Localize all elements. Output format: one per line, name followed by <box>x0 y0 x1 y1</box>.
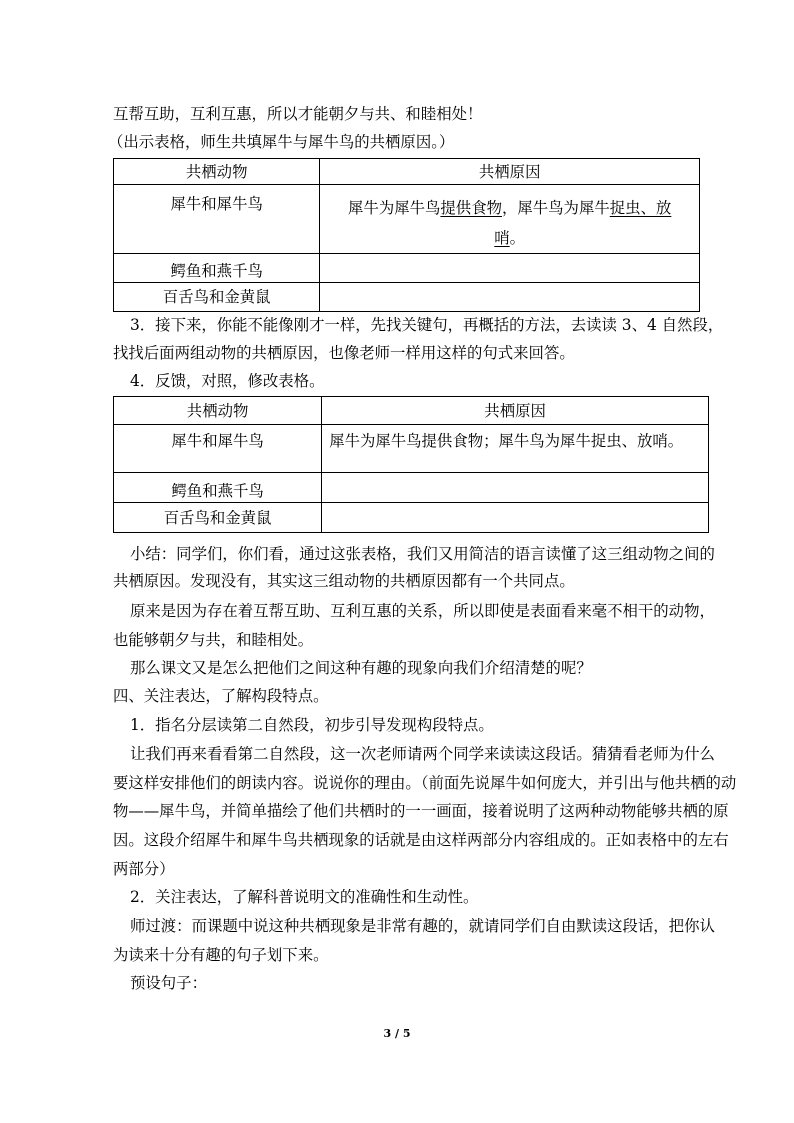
text: 找找后面两组动物的共栖原因，也像老师一样用这样的句式来回答。 <box>113 344 575 362</box>
table-cell: 百舌鸟和金黄鼠 <box>114 503 322 533</box>
table-row <box>114 425 709 473</box>
text: 那么课文又是怎么把他们之间这种有趣的现象向我们介绍清楚的呢？ <box>130 659 592 677</box>
text: （出示表格，师生共填犀牛与犀牛鸟的共栖原因。） <box>108 133 455 151</box>
text: 共栖原因。发现没有，其实这三组动物的共栖原因都有一个共同点。 <box>113 572 575 590</box>
table-cell <box>322 503 709 533</box>
table-symbiosis-1 <box>113 158 700 312</box>
text: 哨 <box>494 229 510 247</box>
text: 3．接下来，你能不能像刚才一样，先找关键句，再概括的方法，去读读 3、4 自然段， <box>130 316 724 334</box>
table-cell <box>320 283 700 312</box>
text: 师过渡：而课题中说这种共栖现象是非常有趣的，就请同学们自由默读这段话，把你认 <box>130 917 715 935</box>
text: 也能够朝夕与共，和睦相处。 <box>113 631 314 649</box>
table-row <box>114 283 700 312</box>
table-header-row <box>114 159 700 185</box>
table-header-cell: 共栖原因 <box>320 159 700 185</box>
table-header-cell: 共栖原因 <box>322 397 709 425</box>
table-cell: 鳄鱼和燕千鸟 <box>114 473 322 503</box>
table-cell: 犀牛和犀牛鸟 <box>114 185 320 254</box>
table-cell: 犀牛为犀牛鸟提供食物；犀牛鸟为犀牛捉虫、放哨。 <box>322 425 709 473</box>
text: 犀牛为犀牛鸟 <box>348 199 441 217</box>
text: 四、关注表达，了解构段特点。 <box>113 687 329 705</box>
table-symbiosis-2 <box>113 396 709 533</box>
table-header-row <box>114 397 709 425</box>
text: 原来是因为存在着互帮互助、互利互惠的关系，所以即使是表面看来毫不相干的动物， <box>130 602 715 620</box>
table-cell <box>320 185 700 254</box>
text: 提供食物 <box>440 199 502 217</box>
text: 要这样安排他们的朗读内容。说说你的理由。（前面先说犀牛如何庞大，并引出与他共栖的动 <box>113 774 737 792</box>
text: 物——犀牛鸟，并简单描绘了他们共栖时的一一画面，接着说明了这两种动物能够共栖的原 <box>113 802 729 820</box>
text: 让我们再来看看第二自然段，这一次老师请两个同学来读读这段话。猜猜看老师为什么 <box>130 745 715 763</box>
table-cell: 百舌鸟和金黄鼠 <box>114 283 320 312</box>
text: 为读来十分有趣的句子划下来。 <box>113 946 329 964</box>
table-cell <box>320 254 700 283</box>
text: 捉虫、放 <box>609 199 672 217</box>
text: 2．关注表达，了解科普说明文的准确性和生动性。 <box>130 888 479 906</box>
table-cell: 犀牛和犀牛鸟 <box>114 425 322 473</box>
table-cell: 鳄鱼和燕千鸟 <box>114 254 320 283</box>
table-row <box>114 473 709 503</box>
text: 因。这段介绍犀牛和犀牛鸟共栖现象的话就是由这样两部分内容组成的。正如表格中的左右 <box>113 831 729 849</box>
text: 互帮互助，互利互惠，所以才能朝夕与共、和睦相处！ <box>113 105 483 123</box>
text: ，犀牛鸟为犀牛 <box>501 199 610 217</box>
page-number: 3 / 5 <box>383 1027 411 1040</box>
text: 1．指名分层读第二自然段，初步引导发现构段特点。 <box>130 716 494 734</box>
table-row <box>114 503 709 533</box>
text: 。 <box>509 229 526 247</box>
table-row <box>114 185 700 254</box>
text: 小结：同学们，你们看，通过这张表格，我们又用简洁的语言读懂了这三组动物之间的 <box>130 545 715 563</box>
text: 预设句子： <box>130 974 207 992</box>
table-cell <box>322 473 709 503</box>
text: 4．反馈，对照，修改表格。 <box>130 372 325 390</box>
table-header-cell: 共栖动物 <box>114 159 320 185</box>
table-header-cell: 共栖动物 <box>114 397 322 425</box>
table-row <box>114 254 700 283</box>
text: 两部分） <box>113 860 175 878</box>
